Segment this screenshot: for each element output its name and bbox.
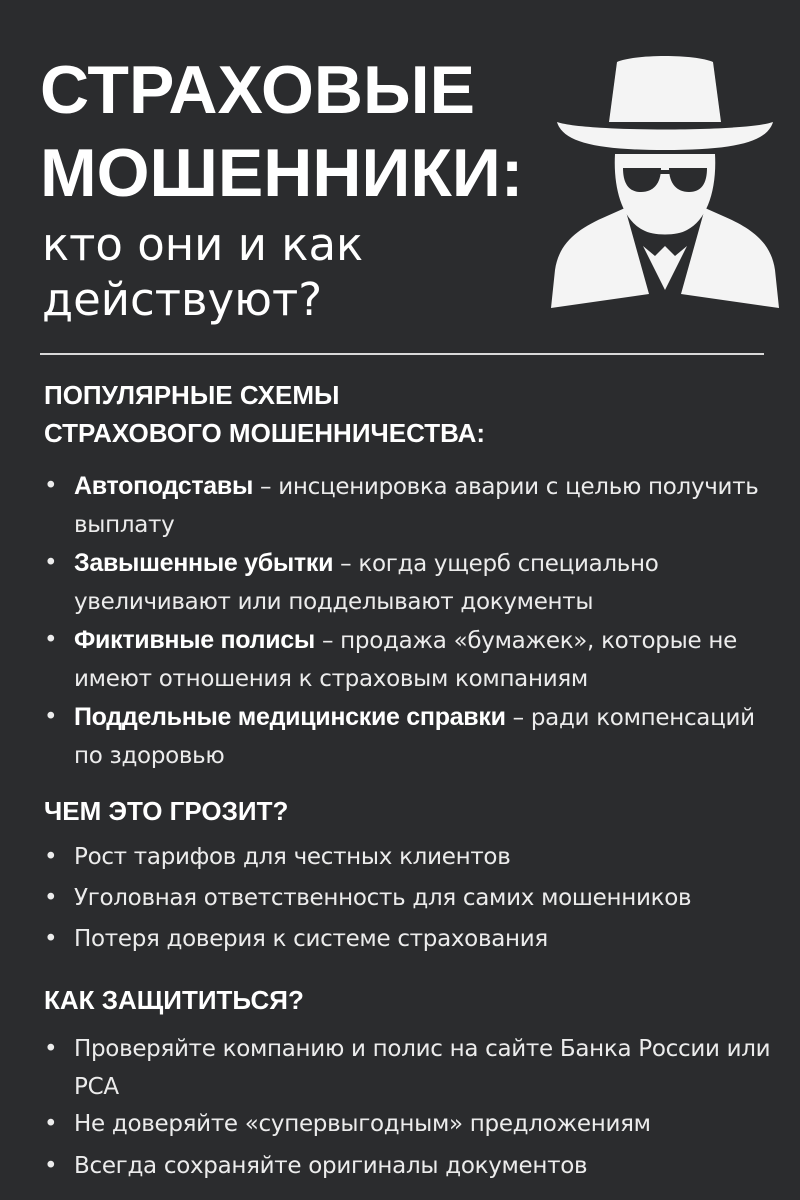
scheme-item bbox=[44, 467, 784, 544]
scheme-item bbox=[44, 621, 784, 698]
scheme-desc: – ради компенсаций по здоровью bbox=[74, 705, 755, 769]
threat-item bbox=[44, 838, 784, 876]
bullet: • bbox=[44, 704, 58, 730]
scheme-item bbox=[44, 698, 784, 775]
scheme-desc: – когда ущерб специально увеличивают или подделывают документы bbox=[74, 551, 659, 615]
bullet: • bbox=[44, 885, 58, 911]
protection-heading: КАК ЗАЩИТИТЬСЯ? bbox=[44, 985, 304, 1015]
scheme-term: Поддельные медицинские справки bbox=[74, 703, 506, 731]
bullet: • bbox=[44, 1153, 58, 1179]
threat-text: Рост тарифов для честных клиентов bbox=[74, 844, 511, 870]
bullet: • bbox=[44, 844, 58, 870]
scheme-term: Автоподставы bbox=[74, 472, 254, 500]
protection-item bbox=[44, 1030, 784, 1106]
bullet: • bbox=[44, 926, 58, 952]
spy-icon bbox=[545, 50, 785, 310]
threat-text: Потеря доверия к системе страхования bbox=[74, 926, 548, 952]
threat-item bbox=[44, 879, 784, 917]
threat-item bbox=[44, 920, 784, 958]
scheme-term: Завышенные убытки bbox=[74, 549, 334, 577]
protection-text: Проверяйте компанию и полис на сайте Банка России или РСА bbox=[74, 1036, 771, 1100]
bullet: • bbox=[44, 627, 58, 653]
schemes-heading-line-2: СТРАХОВОГО МОШЕННИЧЕСТВА: bbox=[44, 418, 486, 448]
schemes-heading-line-1: ПОПУЛЯРНЫЕ СХЕМЫ bbox=[44, 380, 340, 410]
scheme-term: Фиктивные полисы bbox=[74, 626, 315, 654]
scheme-desc: – инсценировка аварии с целью получить выплату bbox=[74, 474, 759, 538]
bullet: • bbox=[44, 1036, 58, 1062]
protection-text: Не доверяйте «супервыгодным» предложениям bbox=[74, 1111, 651, 1137]
scheme-desc: – продажа «бумажек», которые не имеют отношения к страховым компаниям bbox=[74, 628, 737, 692]
protection-item bbox=[44, 1105, 784, 1143]
subtitle-line-1: кто они и как bbox=[42, 218, 364, 271]
divider bbox=[40, 353, 764, 355]
bullet: • bbox=[44, 550, 58, 576]
bullet: • bbox=[44, 473, 58, 499]
protection-text: Всегда сохраняйте оригиналы документов bbox=[74, 1153, 588, 1179]
scheme-item bbox=[44, 544, 784, 621]
title-line-1: СТРАХОВЫЕ bbox=[40, 52, 475, 128]
subtitle-line-2: действуют? bbox=[42, 273, 323, 326]
threats-heading: ЧЕМ ЭТО ГРОЗИТ? bbox=[44, 796, 289, 826]
protection-item bbox=[44, 1147, 784, 1185]
threat-text: Уголовная ответственность для самих мошенников bbox=[74, 885, 692, 911]
title-line-2: МОШЕННИКИ: bbox=[40, 135, 524, 211]
bullet: • bbox=[44, 1111, 58, 1137]
